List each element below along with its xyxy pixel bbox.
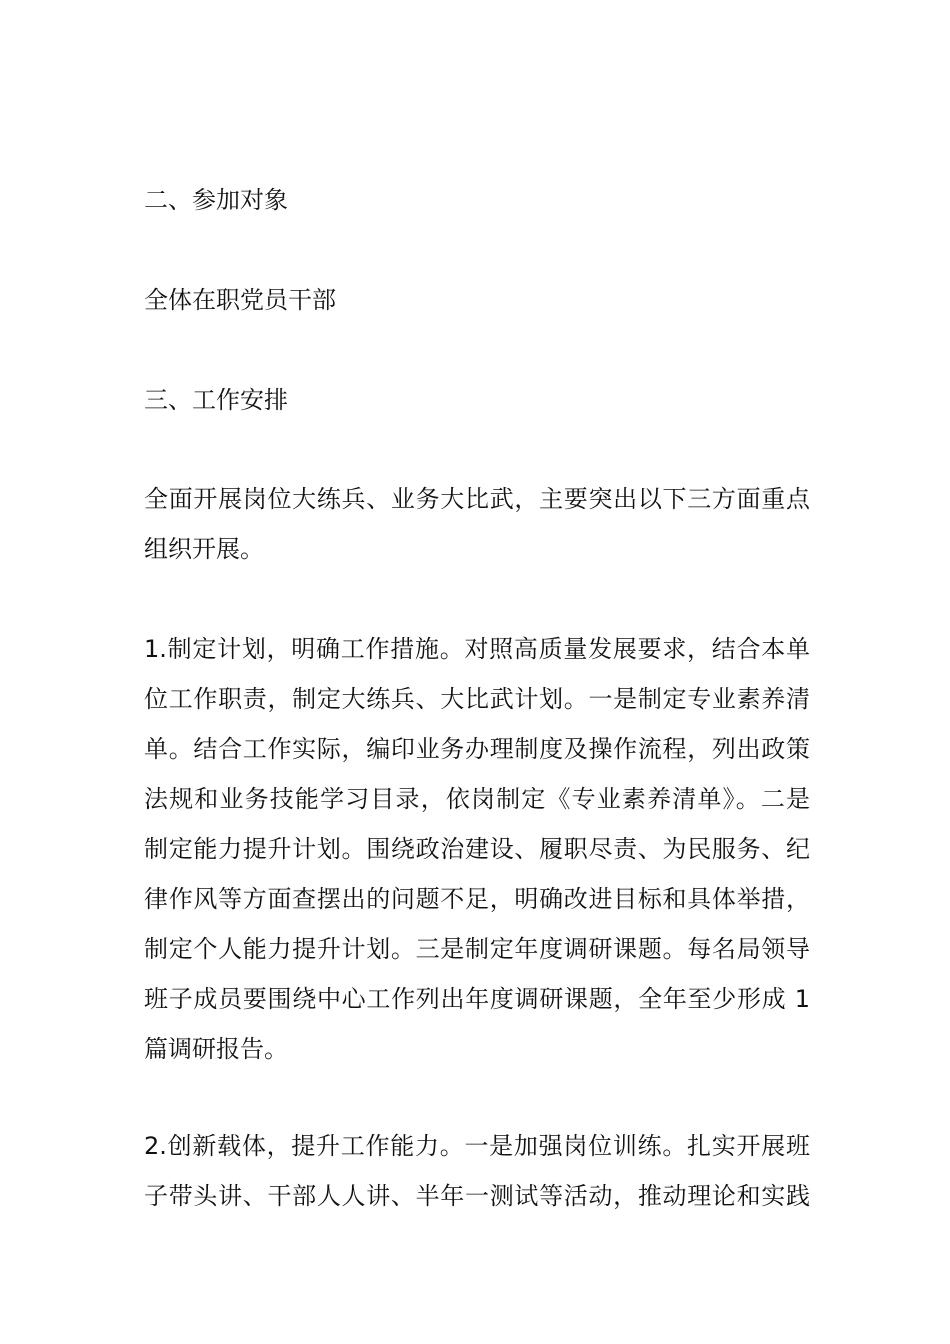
participants-text: 全体在职党员干部 — [144, 286, 336, 314]
paragraph-line: 制定能力提升计划。围绕政治建设、履职尽责、为民服务、纪 — [144, 835, 810, 863]
paragraph-line: 2.创新载体，提升工作能力。一是加强岗位训练。扎实开展班 — [144, 1132, 810, 1160]
paragraph-line: 单。结合工作实际，编印业务办理制度及操作流程，列出政策 — [144, 735, 810, 763]
paragraph-line: 制定个人能力提升计划。三是制定年度调研课题。每名局领导 — [144, 935, 810, 963]
paragraph-line: 班子成员要围绕中心工作列出年度调研课题，全年至少形成 1 — [144, 985, 810, 1013]
intro-paragraph — [144, 474, 810, 574]
paragraph-line: 组织开展。 — [144, 535, 264, 563]
paragraph-line: 位工作职责，制定大练兵、大比武计划。一是制定专业素养清 — [144, 685, 810, 713]
paragraph-line: 全面开展岗位大练兵、业务大比武，主要突出以下三方面重点 — [144, 485, 810, 513]
paragraph-line: 篇调研报告。 — [144, 1035, 288, 1063]
item-2-paragraph — [144, 1121, 810, 1221]
paragraph-line: 律作风等方面查摆出的问题不足，明确改进目标和具体举措， — [144, 885, 810, 913]
section-heading-arrangement: 三、工作安排 — [144, 386, 288, 414]
section-heading-participants: 二、参加对象 — [144, 186, 288, 214]
paragraph-line: 1.制定计划，明确工作措施。对照高质量发展要求，结合本单 — [144, 635, 810, 663]
paragraph-line: 子带头讲、干部人人讲、半年一测试等活动，推动理论和实践 — [144, 1182, 810, 1210]
paragraph-line: 法规和业务技能学习目录，依岗制定《专业素养清单》。二是 — [144, 785, 810, 813]
item-1-paragraph — [144, 624, 810, 1074]
